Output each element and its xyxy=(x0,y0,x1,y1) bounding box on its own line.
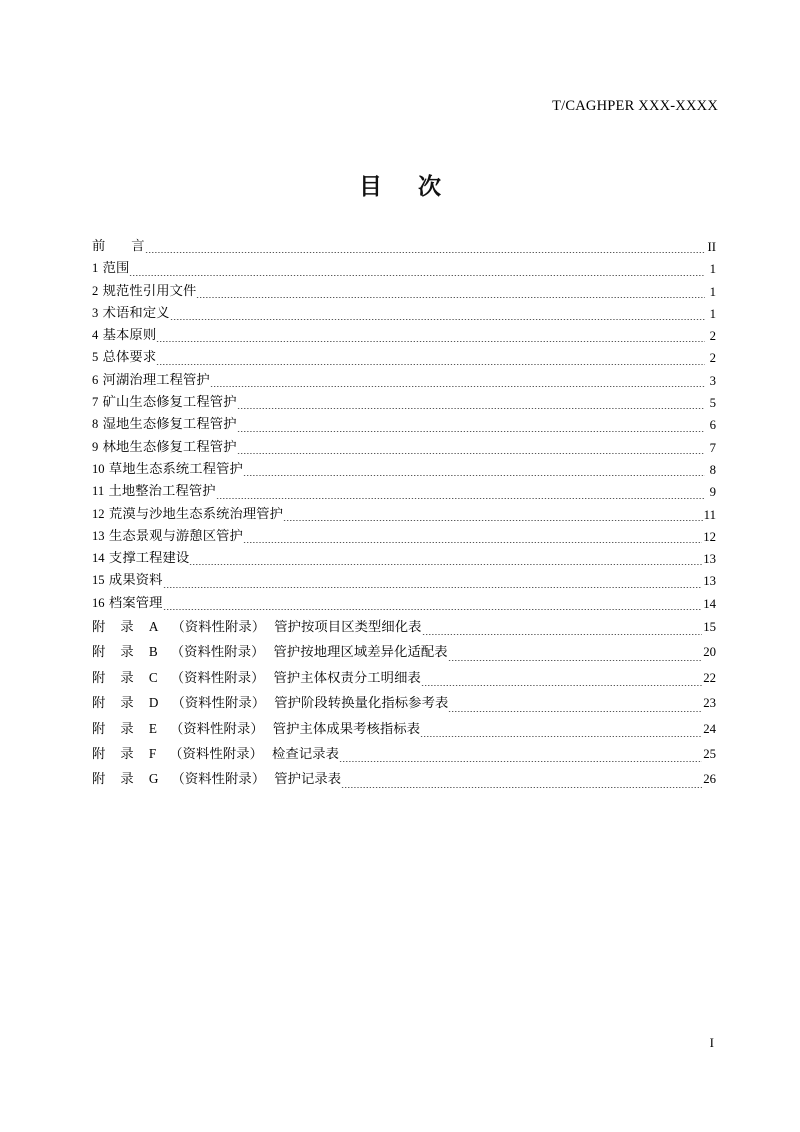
toc-entry[interactable] xyxy=(92,504,716,526)
toc-entry-page-number: 26 xyxy=(703,772,716,787)
toc-entry-title: 土地整治工程管护 xyxy=(104,484,216,500)
toc-entry-number: 6 xyxy=(92,372,99,387)
toc-entry-label xyxy=(92,236,145,258)
toc-entry-number: 10 xyxy=(92,461,105,476)
toc-entry-page-number: 1 xyxy=(709,262,716,277)
toc-entry-page-number: 25 xyxy=(703,746,716,761)
toc-entry-title: 总体要求 xyxy=(98,350,157,366)
dot-leader xyxy=(422,615,703,640)
toc-entry[interactable] xyxy=(92,258,716,280)
appendix-title: 管护主体权责分工明细表 xyxy=(273,670,421,686)
toc-entry-label xyxy=(92,459,243,481)
toc-appendix-entry[interactable] xyxy=(92,767,716,792)
toc-entry[interactable] xyxy=(92,347,716,369)
dot-leader xyxy=(448,640,703,665)
appendix-title: 管护主体成果考核指标表 xyxy=(272,721,421,737)
toc-entry-page-number: 3 xyxy=(709,373,716,388)
toc-entry-label xyxy=(92,666,421,691)
toc-entry-page-number: 6 xyxy=(709,418,716,433)
appendix-word-1: 附 xyxy=(92,620,106,636)
appendix-word-1: 附 xyxy=(92,746,106,762)
toc-entry[interactable] xyxy=(92,414,716,436)
toc-entry-label xyxy=(92,526,243,548)
toc-entry-label xyxy=(92,504,283,526)
toc-entry-page-number: 15 xyxy=(703,620,716,635)
dot-leader xyxy=(421,666,702,691)
toc-entry-label xyxy=(92,615,422,640)
toc-entry-title: 生态景观与游憩区管护 xyxy=(104,528,243,544)
appendix-title: 检查记录表 xyxy=(272,746,340,762)
footer-page-number: I xyxy=(709,1035,714,1050)
toc-entry-label xyxy=(92,481,216,503)
dot-leader xyxy=(341,767,702,792)
toc-entry-page-number: 14 xyxy=(703,596,716,611)
toc-entry-number: 4 xyxy=(92,328,99,343)
dot-leader xyxy=(216,481,705,503)
appendix-word-1: 附 xyxy=(92,645,106,661)
appendix-kind: （资料性附录） xyxy=(170,670,265,686)
appendix-word-2: 录 xyxy=(120,721,134,737)
toc-entry-number: 14 xyxy=(92,551,105,566)
toc-entry-number: 7 xyxy=(92,395,99,410)
dot-leader xyxy=(339,742,702,767)
toc-front-char-2: 言 xyxy=(131,239,145,254)
toc-entry[interactable] xyxy=(92,303,716,325)
appendix-word-1: 附 xyxy=(92,670,106,686)
toc-entry-label xyxy=(92,691,448,716)
appendix-word-2: 录 xyxy=(120,645,134,661)
dot-leader xyxy=(283,504,703,526)
toc-entry-page-number: 13 xyxy=(703,574,716,589)
toc-entry-page-number: 5 xyxy=(709,396,716,411)
toc-front-char-1: 前 xyxy=(92,239,106,254)
toc-entry-label xyxy=(92,414,237,436)
toc-entry-page-number: 20 xyxy=(703,645,716,660)
toc-entry-title: 基本原则 xyxy=(98,328,157,344)
toc-entry-label xyxy=(92,570,163,592)
toc-entry-page-number: 8 xyxy=(709,462,716,477)
toc-entry-title: 术语和定义 xyxy=(98,305,170,321)
toc-entry-title: 支撑工程建设 xyxy=(104,551,190,567)
toc-entry-label xyxy=(92,767,341,792)
toc-entry-label xyxy=(92,325,156,347)
toc-entry[interactable] xyxy=(92,437,716,459)
toc-entry-page-number: 1 xyxy=(709,284,716,299)
toc-entry-page-number: 23 xyxy=(703,696,716,711)
toc-entry-label xyxy=(92,347,156,369)
dot-leader xyxy=(170,303,705,325)
toc-entry-label xyxy=(92,640,448,665)
toc-entry-number: 16 xyxy=(92,595,105,610)
appendix-kind: （资料性附录） xyxy=(169,721,264,737)
toc-entry-title: 成果资料 xyxy=(104,573,163,589)
toc-entry[interactable] xyxy=(92,325,716,347)
dot-leader xyxy=(420,717,702,742)
toc-entry-page-number: II xyxy=(707,240,716,254)
toc-entry-title: 范围 xyxy=(98,261,130,277)
appendix-letter: E xyxy=(148,720,157,736)
toc-entry[interactable] xyxy=(92,370,716,392)
appendix-word-2: 录 xyxy=(120,746,134,762)
toc-entry-page-number: 1 xyxy=(709,306,716,321)
toc-entry-title: 矿山生态修复工程管护 xyxy=(98,395,237,411)
page-title: 目 次 xyxy=(358,174,455,200)
toc-entry-label xyxy=(92,258,129,280)
appendix-letter: B xyxy=(148,644,158,660)
toc-entry-label xyxy=(92,437,237,459)
toc-appendix-list xyxy=(92,615,716,793)
toc-appendix-entry[interactable] xyxy=(92,717,716,742)
dot-leader xyxy=(196,281,705,303)
appendix-kind: （资料性附录） xyxy=(171,772,266,788)
toc-entry[interactable] xyxy=(92,570,716,592)
toc-entry-page-number: 2 xyxy=(709,351,716,366)
dot-leader xyxy=(448,691,702,716)
toc-entry-label xyxy=(92,742,339,767)
appendix-kind: （资料性附录） xyxy=(169,746,264,762)
toc-entry[interactable] xyxy=(92,526,716,548)
dot-leader xyxy=(243,526,702,548)
toc-entry-title: 湿地生态修复工程管护 xyxy=(98,417,237,433)
toc-entry-number: 2 xyxy=(92,283,99,298)
dot-leader xyxy=(163,570,703,592)
toc-appendix-entry[interactable] xyxy=(92,691,716,716)
toc-chapter-list xyxy=(92,258,716,615)
toc-appendix-entry[interactable] xyxy=(92,640,716,665)
toc-entry-label xyxy=(92,281,196,303)
toc-entry-title: 规范性引用文件 xyxy=(98,283,197,299)
toc-entry-page-number: 22 xyxy=(703,670,716,685)
toc-entry-title: 河湖治理工程管护 xyxy=(98,372,210,388)
appendix-word-2: 录 xyxy=(120,620,134,636)
toc-appendix-entry[interactable] xyxy=(92,742,716,767)
appendix-letter: D xyxy=(148,695,159,711)
document-header-standard-code: T/CAGHPER XXX-XXXX xyxy=(552,98,718,114)
toc-entry-label xyxy=(92,593,163,615)
toc-entry-page-number: 7 xyxy=(709,440,716,455)
appendix-letter: A xyxy=(148,619,159,635)
appendix-title: 管护阶段转换量化指标参考表 xyxy=(274,696,449,712)
toc-appendix-entry[interactable] xyxy=(92,666,716,691)
toc-entry-number: 3 xyxy=(92,305,99,320)
appendix-kind: （资料性附录） xyxy=(171,696,266,712)
toc-entry-page-number: 24 xyxy=(703,721,716,736)
dot-leader xyxy=(189,548,702,570)
dot-leader xyxy=(145,236,705,258)
toc-entry-number: 11 xyxy=(92,484,105,499)
appendix-word-2: 录 xyxy=(120,772,134,788)
toc-entry-number: 15 xyxy=(92,573,105,588)
toc-entry[interactable] xyxy=(92,593,716,615)
appendix-word-2: 录 xyxy=(120,696,134,712)
appendix-word-1: 附 xyxy=(92,772,106,788)
dot-leader xyxy=(237,414,705,436)
toc-entry-number: 9 xyxy=(92,439,99,454)
toc-entry[interactable] xyxy=(92,459,716,481)
toc-entry-number: 1 xyxy=(92,261,99,276)
appendix-word-1: 附 xyxy=(92,696,106,712)
toc-entry-title: 档案管理 xyxy=(104,595,163,611)
dot-leader xyxy=(156,325,705,347)
dot-leader xyxy=(156,347,705,369)
dot-leader xyxy=(129,258,705,280)
toc-entry-title: 荒漠与沙地生态系统治理管护 xyxy=(104,506,284,522)
toc-entry-label xyxy=(92,548,189,570)
appendix-kind: （资料性附录） xyxy=(170,645,265,661)
dot-leader xyxy=(210,370,705,392)
toc-entry[interactable] xyxy=(92,548,716,570)
appendix-word-2: 录 xyxy=(120,670,134,686)
toc-entry-page-number: 11 xyxy=(703,507,716,522)
toc-entry[interactable] xyxy=(92,281,716,303)
table-of-contents xyxy=(92,236,716,793)
dot-leader xyxy=(237,392,705,414)
toc-entry-number: 5 xyxy=(92,350,99,365)
toc-entry-front-matter[interactable] xyxy=(92,236,716,258)
appendix-word-1: 附 xyxy=(92,721,106,737)
toc-entry-number: 8 xyxy=(92,417,99,432)
appendix-title: 管护按项目区类型细化表 xyxy=(274,620,422,636)
appendix-title: 管护按地理区域差异化适配表 xyxy=(273,645,448,661)
dot-leader xyxy=(243,459,705,481)
dot-leader xyxy=(237,437,705,459)
appendix-letter: F xyxy=(148,745,157,761)
appendix-letter: C xyxy=(148,669,158,685)
toc-entry-label xyxy=(92,392,237,414)
appendix-title: 管护记录表 xyxy=(274,772,342,788)
toc-appendix-entry[interactable] xyxy=(92,615,716,640)
toc-entry-page-number: 2 xyxy=(709,329,716,344)
toc-entry[interactable] xyxy=(92,392,716,414)
toc-entry-label xyxy=(92,717,420,742)
toc-entry-title: 草地生态系统工程管护 xyxy=(104,461,243,477)
toc-entry-page-number: 9 xyxy=(709,485,716,500)
toc-entry-number: 12 xyxy=(92,506,105,521)
toc-entry-label xyxy=(92,303,170,325)
toc-entry-page-number: 12 xyxy=(703,529,716,544)
appendix-kind: （资料性附录） xyxy=(171,620,266,636)
toc-entry-number: 13 xyxy=(92,528,105,543)
toc-entry[interactable] xyxy=(92,481,716,503)
toc-entry-label xyxy=(92,370,210,392)
appendix-letter: G xyxy=(148,771,159,787)
dot-leader xyxy=(163,593,703,615)
toc-entry-title: 林地生态修复工程管护 xyxy=(98,439,237,455)
toc-entry-page-number: 13 xyxy=(703,552,716,567)
